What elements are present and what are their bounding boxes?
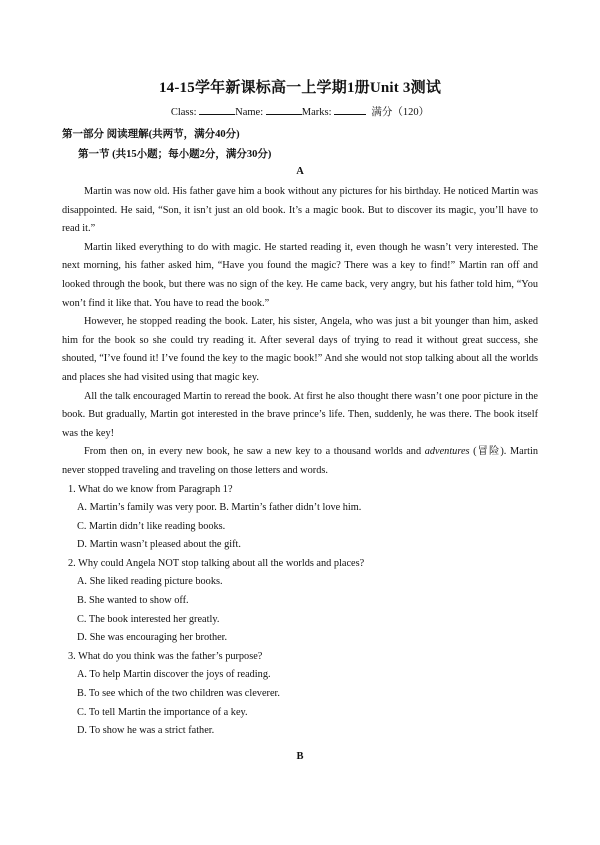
page-title: 14-15学年新课标高一上学期1册Unit 3测试 bbox=[158, 80, 442, 96]
question-stem: 1. What do we know from Paragraph 1? bbox=[68, 483, 233, 495]
passage-a-label: A bbox=[296, 166, 304, 177]
section-heading: 第一部分 阅读理解(共两节，满分40分) bbox=[62, 129, 240, 140]
student-info-line bbox=[62, 104, 538, 119]
class-label: Class: bbox=[170, 107, 197, 118]
marks-label: Marks: bbox=[301, 107, 332, 118]
option-a[interactable]: A. She liked reading picture books. bbox=[77, 576, 223, 588]
name-blank bbox=[266, 105, 302, 115]
question-1 bbox=[62, 481, 538, 555]
paragraph-2: Martin liked everything to do with magic. He started reading it, even though he wasn’t very interested. The next morning, his father asked him, “Have you found the magic? There was a key to find!” Martin ran off and looked through the book, but there was no sign of the key. He came back, very angry, but his father told him, “You won’t find it like that. You have to read the book.” bbox=[62, 241, 538, 309]
option-a-b[interactable]: A. Martin’s family was very poor. B. Martin’s father didn’t love him. bbox=[77, 502, 362, 514]
option-b[interactable]: B. To see which of the two children was cleverer. bbox=[77, 688, 280, 700]
name-label: Name: bbox=[235, 107, 264, 118]
question-3 bbox=[62, 648, 538, 741]
paragraph-5-text-before: From then on, in every new book, he saw a new key to a thousand worlds and bbox=[84, 446, 425, 458]
paragraph-5-italic-word: adventures bbox=[424, 446, 470, 458]
question-stem: 2. Why could Angela NOT stop talking about all the worlds and places? bbox=[68, 557, 365, 569]
question-2 bbox=[62, 555, 538, 648]
option-d[interactable]: D. To show he was a strict father. bbox=[77, 725, 215, 737]
option-a[interactable]: A. To help Martin discover the joys of reading. bbox=[77, 669, 271, 681]
paragraph-5 bbox=[62, 443, 538, 480]
paragraph-1: Martin was now old. His father gave him a book without any pictures for his birthday. He noticed Martin was disappointed. He said, “Son, it isn’t just an old book. It’s a magic book. But to discover its magic, you’ll have to read it.” bbox=[62, 186, 538, 235]
paragraph-4: All the talk encouraged Martin to reread the book. At first he also thought there wasn’t one poor picture in the book. But gradually, Martin got interested in the brave prince’s life. Then, suddenly, he was there. The book itself was the key! bbox=[62, 390, 538, 439]
paragraph-5-text-after: (冒险). Martin never stopped traveling and traveling on those letters and words. bbox=[62, 446, 539, 476]
question-stem: 3. What do you think was the father’s purpose? bbox=[68, 650, 263, 662]
option-c[interactable]: C. To tell Martin the importance of a key. bbox=[77, 706, 248, 718]
option-c[interactable]: C. Martin didn’t like reading books. bbox=[77, 520, 226, 532]
option-d[interactable]: D. Martin wasn’t pleased about the gift. bbox=[77, 539, 241, 551]
class-blank bbox=[199, 105, 235, 115]
marks-blank bbox=[334, 105, 366, 115]
option-b[interactable]: B. She wanted to show off. bbox=[77, 595, 189, 607]
passage-b-label: B bbox=[296, 750, 304, 762]
option-d[interactable]: D. She was encouraging her brother. bbox=[77, 632, 228, 644]
paragraph-3: However, he stopped reading the book. Later, his sister, Angela, who was just a bit younger than him, asked him for the book so she could try reading it. After several days of trying to read it without great success, she shouted, “I’ve found it! I’ve found the key to the magic book!” And she would not stop talking about all the worlds and places she had visited using that magic key. bbox=[62, 316, 538, 383]
full-score: 满分（120） bbox=[371, 107, 430, 118]
subsection-heading: 第一节 (共15小题；每小题2分，满分30分) bbox=[78, 149, 272, 160]
option-c[interactable]: C. The book interested her greatly. bbox=[77, 613, 220, 625]
